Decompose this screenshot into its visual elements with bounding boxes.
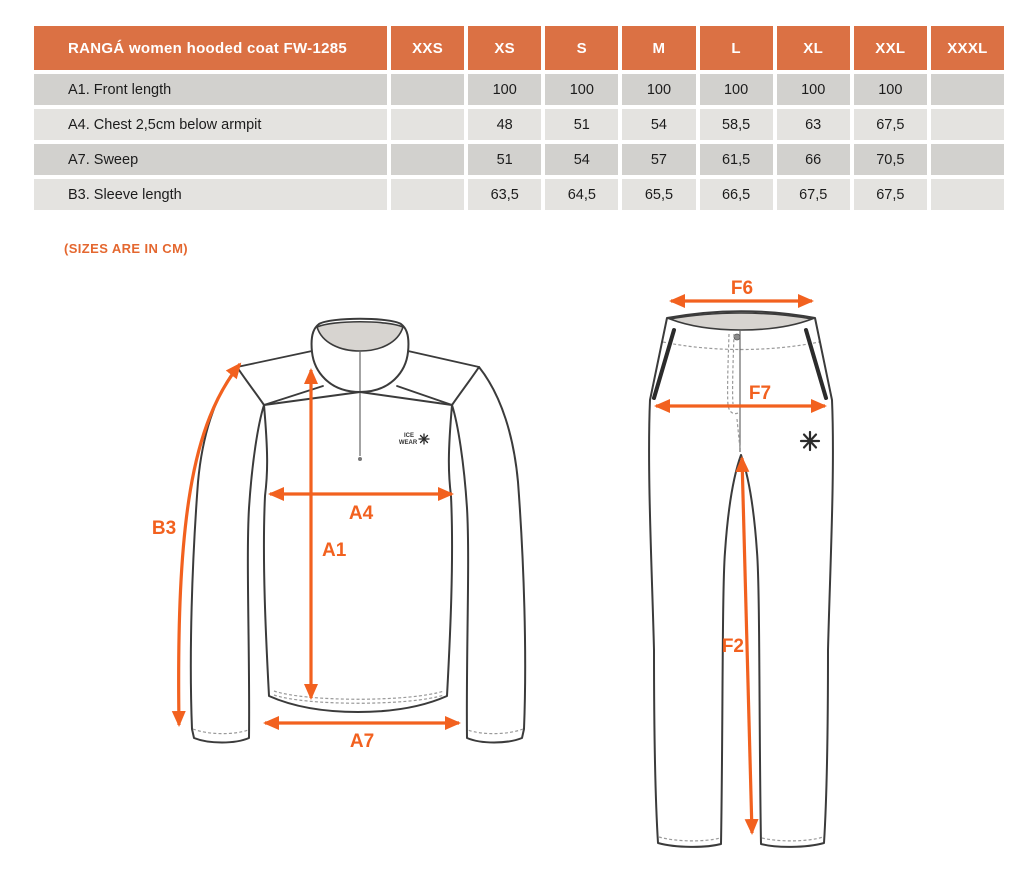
- value-cell: 67,5: [852, 177, 929, 212]
- value-cell: 66: [775, 142, 852, 177]
- value-cell: [929, 142, 1006, 177]
- value-cell: 100: [543, 72, 620, 107]
- size-header-l: L: [698, 24, 775, 72]
- row-label-sleeve-length: B3. Sleeve length: [32, 177, 389, 212]
- size-header-xs: XS: [466, 24, 543, 72]
- icewear-logo: [399, 433, 429, 446]
- value-cell: 63,5: [466, 177, 543, 212]
- value-cell: 70,5: [852, 142, 929, 177]
- value-cell: 64,5: [543, 177, 620, 212]
- size-header-m: M: [620, 24, 697, 72]
- jacket-zipper-pull: [358, 457, 362, 461]
- pants-drawing: [649, 311, 833, 847]
- size-header-xxs: XXS: [389, 24, 466, 72]
- waist-button: [734, 334, 740, 340]
- jacket-diagram: [130, 295, 550, 760]
- size-header-s: S: [543, 24, 620, 72]
- value-cell: 54: [620, 107, 697, 142]
- value-cell: [929, 72, 1006, 107]
- value-cell: 48: [466, 107, 543, 142]
- measurement-label-b3: B3: [151, 518, 177, 539]
- pants-silhouette: [649, 311, 833, 847]
- table-row-front-length: [32, 72, 1006, 107]
- row-label-front-length: A1. Front length: [32, 72, 389, 107]
- jacket-left-sleeve: [191, 367, 264, 743]
- value-cell: 100: [698, 72, 775, 107]
- value-cell: 54: [543, 142, 620, 177]
- row-label-chest: A4. Chest 2,5cm below armpit: [32, 107, 389, 142]
- value-cell: 67,5: [852, 107, 929, 142]
- value-cell: 67,5: [775, 177, 852, 212]
- value-cell: 51: [543, 107, 620, 142]
- value-cell: 100: [466, 72, 543, 107]
- value-cell: 57: [620, 142, 697, 177]
- measurement-label-f7: F7: [748, 383, 772, 404]
- value-cell: [389, 177, 466, 212]
- pants-diagram: [640, 275, 840, 870]
- jacket-right-sleeve: [452, 367, 525, 743]
- size-header-xxl: XXL: [852, 24, 929, 72]
- table-row-chest: [32, 107, 1006, 142]
- table-row-sleeve-length: [32, 177, 1006, 212]
- size-chart-table: [30, 22, 1008, 214]
- size-chart-header-row: [32, 24, 1006, 72]
- value-cell: 65,5: [620, 177, 697, 212]
- value-cell: [389, 107, 466, 142]
- value-cell: 100: [620, 72, 697, 107]
- snowflake-icon: [801, 432, 819, 450]
- value-cell: 100: [775, 72, 852, 107]
- value-cell: 61,5: [698, 142, 775, 177]
- jacket-drawing: [191, 319, 525, 743]
- value-cell: [389, 142, 466, 177]
- value-cell: [389, 72, 466, 107]
- measurement-label-f2: F2: [721, 636, 744, 657]
- size-header-xxxl: XXXL: [929, 24, 1006, 72]
- value-cell: 58,5: [698, 107, 775, 142]
- icewear-logo-text-wear: WEAR: [398, 440, 418, 446]
- measurement-label-f6: F6: [730, 278, 754, 299]
- icewear-logo-text-ice: ICE: [403, 433, 415, 439]
- sizes-note: (SIZES ARE IN CM): [64, 241, 189, 256]
- measurement-label-a7: A7: [349, 731, 375, 752]
- measurement-label-a1: A1: [322, 540, 347, 561]
- value-cell: [929, 177, 1006, 212]
- value-cell: [929, 107, 1006, 142]
- value-cell: 51: [466, 142, 543, 177]
- value-cell: 100: [852, 72, 929, 107]
- table-row-sweep: [32, 142, 1006, 177]
- snowflake-icon: [419, 434, 429, 444]
- value-cell: 63: [775, 107, 852, 142]
- size-header-xl: XL: [775, 24, 852, 72]
- product-name-header: RANGÁ women hooded coat FW-1285: [32, 24, 389, 72]
- measurement-label-a4: A4: [348, 503, 374, 524]
- value-cell: 66,5: [698, 177, 775, 212]
- row-label-sweep: A7. Sweep: [32, 142, 389, 177]
